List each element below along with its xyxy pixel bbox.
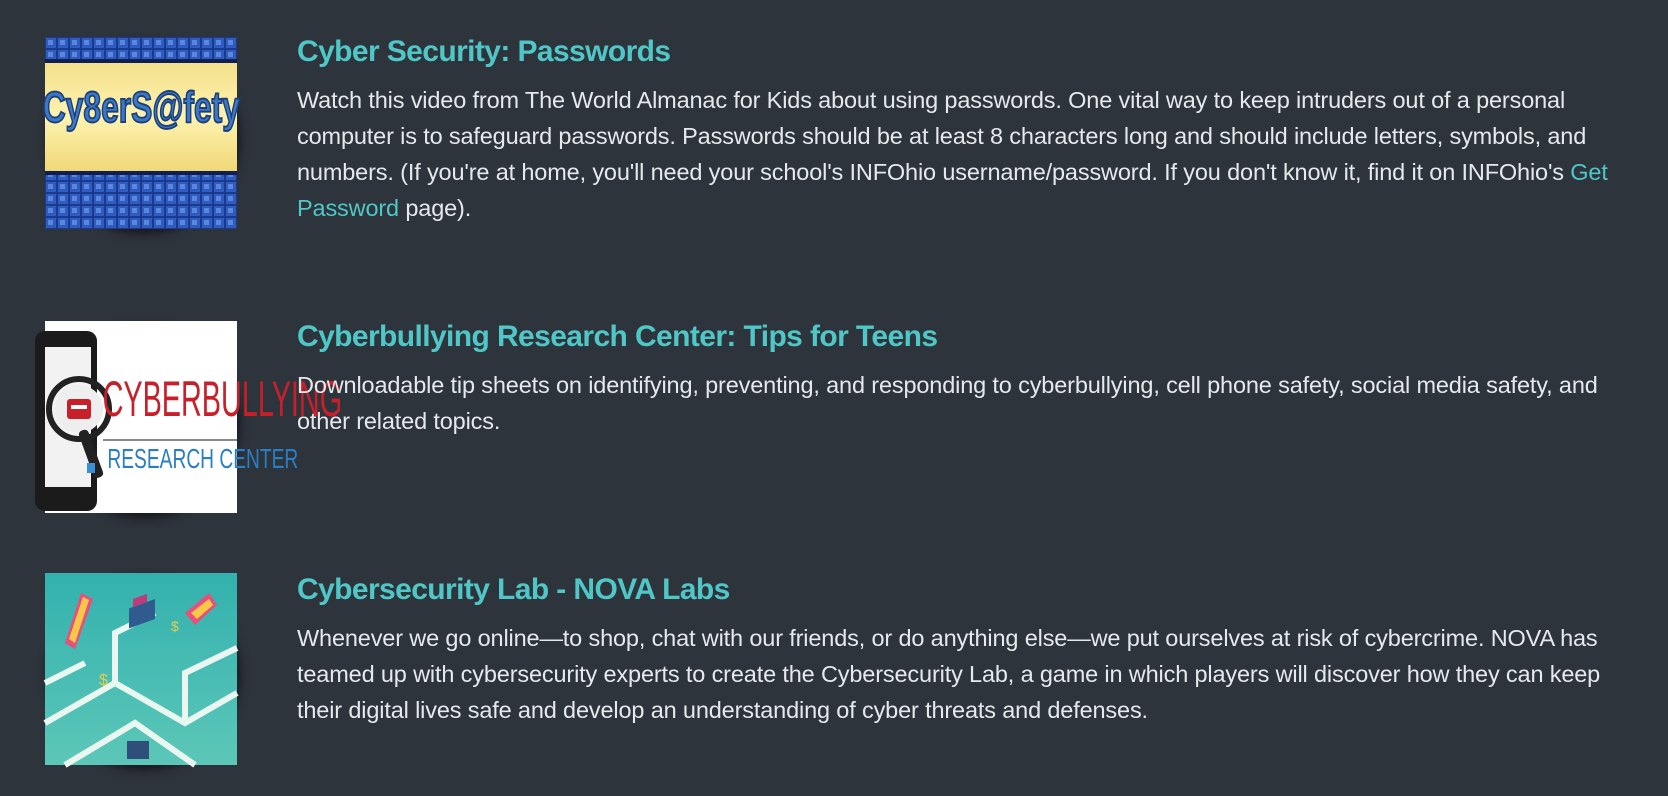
cyberbullying-logo-text: CYBERBULLYING [102,370,343,428]
description-text-before-link: Watch this video from The World Almanac for Kids about using passwords. One vital way to keep intruders out of a personal computer is to safeguard passwords. Passwords should be at least 8 characters long and should include letters, symbols, and numbers. (If you're at home, you'll need your school's INFOhio username/password. If you don't know it, find it on INFOhio's [297,87,1587,185]
cyber-safety-thumbnail[interactable] [42,37,240,229]
cyberbullying-image [45,321,343,513]
resource-title-cyberbullying[interactable]: Cyberbullying Research Center: Tips for Teens [297,320,938,353]
description-text-after-link: page). [398,195,472,221]
resource-description-passwords [297,82,1637,226]
resource-description-nova-labs: Whenever we go online—to shop, chat with our friends, or do anything else—we put ourselves at risk of cybercrime. NOVA has teamed up with cybersecurity experts to create the Cybersecurity Lab, a game in which players will discover how they can keep their digital lives safe and develop an understanding of cyber threats and defenses. [297,625,1601,723]
cyber-safety-logo-text: Cy8erS@fety [42,83,240,133]
svg-text:$: $ [171,618,179,634]
cybersecurity-lab-thumbnail[interactable] [45,573,237,765]
cyber-safety-image [42,37,240,229]
resource-title-passwords[interactable]: Cyber Security: Passwords [297,35,671,68]
svg-text:$: $ [99,672,108,689]
research-center-logo-text: RESEARCH CENTER [107,443,299,476]
resource-title-nova-labs[interactable]: Cybersecurity Lab - NOVA Labs [297,573,730,606]
get-password-link[interactable]: Get Password [297,159,1608,221]
cyberbullying-thumbnail[interactable] [45,321,343,513]
cybersecurity-lab-image [45,573,237,765]
resource-description-cyberbullying: Downloadable tip sheets on identifying, preventing, and responding to cyberbullying, cell phone safety, social media safety, and other related topics. [297,372,1598,434]
